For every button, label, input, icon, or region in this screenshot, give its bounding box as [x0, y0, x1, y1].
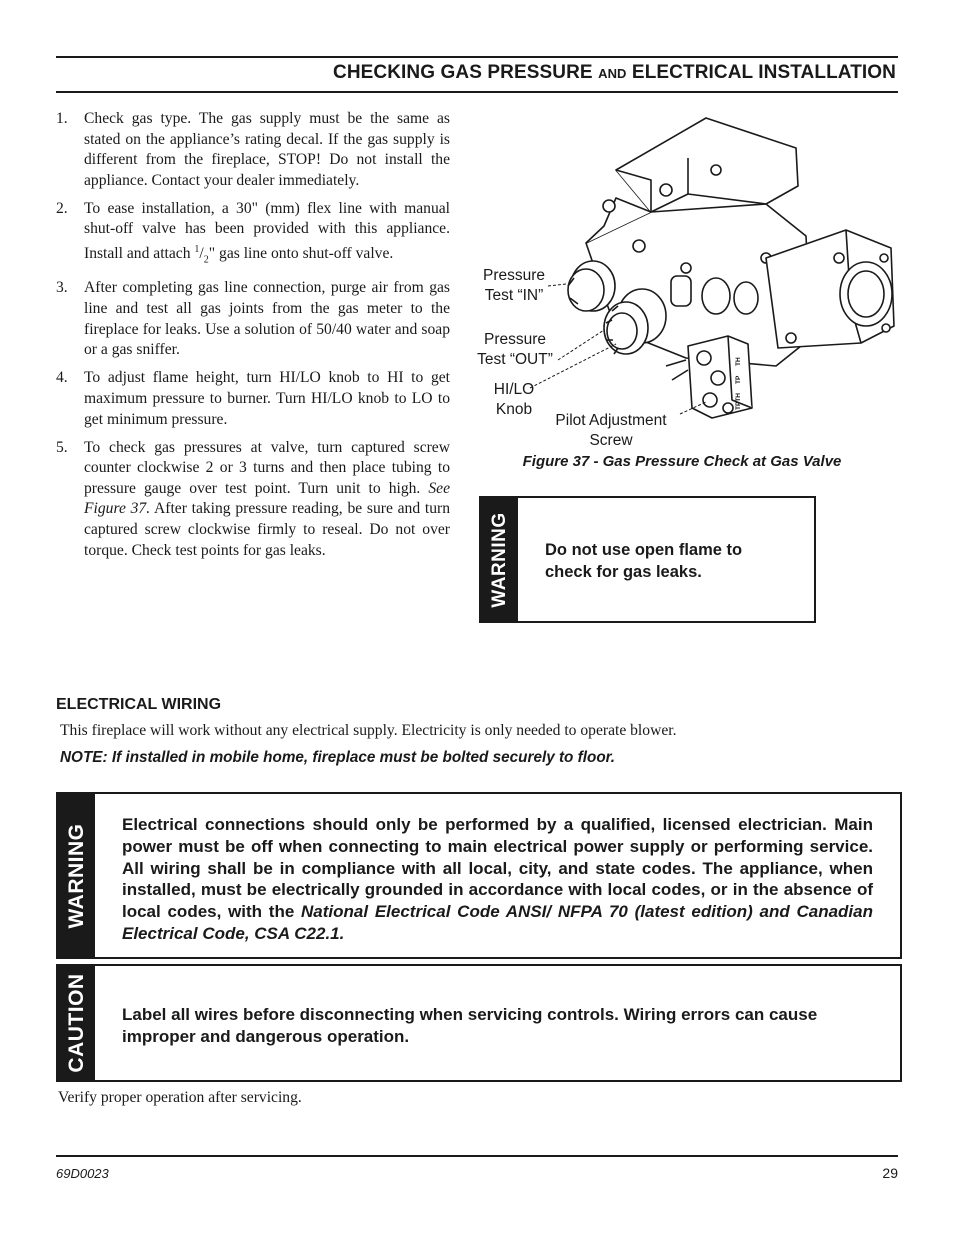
- section-heading-electrical-wiring: ELECTRICAL WIRING: [56, 696, 222, 713]
- electrical-warning-message: Electrical connections should only be performed by a qualified, licensed electrician. Main power must be off when connecting to main electrical power supply or performing service. All wiring shall be in compliance with all local, city, and state codes. The appliance, when installed, must be electrically grounded in accordance with local codes, or in the absence of local codes, with the National Electrical Code ANSI/ NFPA 70 (latest edition) and Canadian Electrical Code, CSA C22.1.: [122, 815, 873, 943]
- caution-side-band: [58, 966, 95, 1080]
- page-title: CHECKING GAS PRESSURE AND ELECTRICAL INSTALLATION: [333, 62, 896, 83]
- step-item: 1. Check gas type. The gas supply must be the same as stated on the appliance’s rating decal. If the gas supply is different from the fireplace, STOP! Do not install the appliance. Contact your dealer immediately.: [56, 110, 450, 189]
- label-pressure-test-out: Pressure Test “OUT”: [477, 331, 553, 368]
- terminal-label-tp: TP: [735, 375, 742, 384]
- figure-caption: Figure 37 - Gas Pressure Check at Gas Valve: [522, 453, 842, 470]
- caution-label: CAUTION: [64, 973, 88, 1073]
- warning-box-gas-leaks: [479, 496, 816, 623]
- warning-box-electrical: [56, 792, 902, 959]
- footer-rule: [56, 1155, 898, 1157]
- electrical-intro: This fireplace will work without any electrical supply. Electricity is only needed to operate blower.: [60, 722, 677, 739]
- step-item: 4. To adjust flame height, turn HI/LO knob to HI to get maximum pressure to burner. Turn HI/LO knob to LO to get minimum pressure.: [56, 369, 450, 428]
- page-number: 29: [882, 1165, 898, 1181]
- label-pilot-adjustment-screw: Pilot Adjustment Screw: [555, 412, 667, 449]
- terminal-label-th: TH: [735, 357, 742, 366]
- step-item: 5. To check gas pressures at valve, turn captured screw counter clockwise 2 or 3 turns and then place tubing to pressure gauge over test point. Turn unit to high. See Figure 37. After taking pressure reading, be sure and turn captured screw clockwise firmly to reseal. Do not over torque. Check test points for gas leaks.: [56, 438, 450, 559]
- label-pressure-test-in: Pressure Test “IN”: [482, 267, 546, 304]
- warning-side-band: [481, 498, 518, 621]
- step-item: 2. To ease installation, a 30" (mm) flex line with manual shut-off valve has been provided with this appliance. Install and attach $^1/_2$" gas line onto shut-off valve.: [56, 199, 450, 266]
- gas-valve-figure: [466, 108, 898, 488]
- verify-operation-text: Verify proper operation after servicing.: [58, 1089, 302, 1106]
- step-item: 3. After completing gas line connection, purge air from gas line and test all gas joints from the gas meter to the fireplace for leaks. Use a solution of 50/40 water and soap or a gas sniffer.: [56, 279, 450, 359]
- mobile-home-note: NOTE: If installed in mobile home, fireplace must be bolted securely to floor.: [60, 749, 616, 766]
- warning-side-band: [58, 794, 95, 957]
- header-rule-top: [56, 56, 898, 58]
- warning-label: WARNING: [488, 511, 510, 608]
- warning-message: Do not use open flame to check for gas leaks.: [545, 541, 743, 581]
- header-rule-bottom: [56, 91, 898, 93]
- warning-label: WARNING: [64, 823, 88, 928]
- terminal-label-tpth: TPTH: [735, 393, 742, 410]
- gas-pressure-steps: [56, 109, 450, 569]
- caution-box-wiring: [56, 964, 902, 1082]
- caution-message: Label all wires before disconnecting when servicing controls. Wiring errors can cause improper and dangerous operation.: [122, 1005, 818, 1046]
- label-hilo-knob: HI/LO Knob: [493, 381, 535, 418]
- document-code: 69D0023: [56, 1166, 109, 1181]
